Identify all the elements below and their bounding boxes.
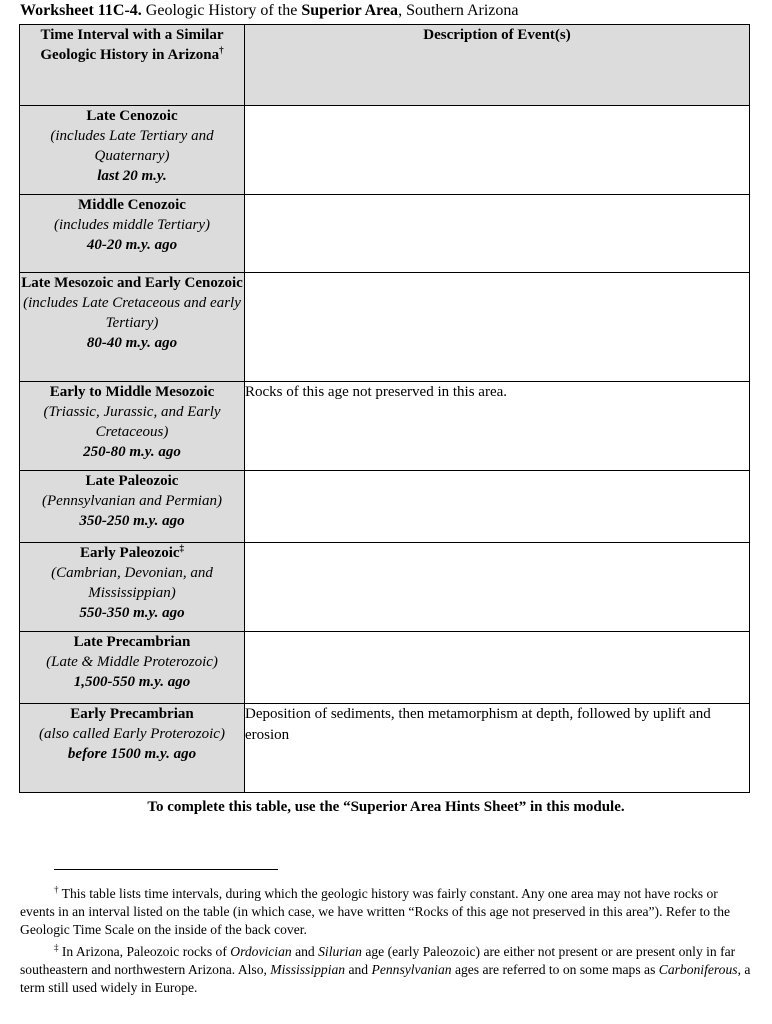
term-ordovician: Ordovician — [230, 944, 292, 959]
interval-cell — [20, 106, 245, 195]
table-row — [20, 704, 750, 793]
footnote-2-text-a: In Arizona, Paleozoic rocks of — [58, 944, 231, 959]
header-interval-text: Time Interval with a Similar Geologic History in Arizona — [40, 27, 224, 63]
table-row — [20, 632, 750, 704]
description-cell[interactable] — [245, 471, 750, 543]
description-cell[interactable] — [245, 632, 750, 704]
interval-name — [20, 471, 244, 491]
interval-age: 80-40 m.y. ago — [86, 335, 178, 351]
interval-cell — [20, 632, 245, 704]
worksheet-number: Worksheet 11C-4. — [20, 2, 142, 19]
footnote-2-text-d: and — [345, 962, 372, 977]
term-pennsylvanian: Pennsylvanian — [371, 962, 452, 977]
description-cell[interactable] — [245, 543, 750, 632]
table-row — [20, 543, 750, 632]
interval-cell — [20, 543, 245, 632]
worksheet-title — [20, 2, 518, 20]
completion-instruction: To complete this table, use the “Superior Area Hints Sheet” in this module. — [147, 799, 625, 815]
description-cell[interactable] — [245, 273, 750, 382]
interval-name — [20, 632, 244, 652]
interval-age: 350-250 m.y. ago — [79, 513, 185, 529]
interval-cell — [20, 704, 245, 793]
description-cell[interactable] — [245, 106, 750, 195]
footnote-2-text-f: , a term still used widely in Europe. — [20, 962, 751, 995]
interval-cell — [20, 195, 245, 273]
footnote-divider — [54, 869, 278, 870]
footnote-2-text-c: age (early Paleozoic) are either not present or are present only in far southeastern and northwestern Arizona. Also, — [20, 944, 736, 977]
table-row — [20, 195, 750, 273]
table-row — [20, 273, 750, 382]
table-row — [20, 471, 750, 543]
dagger-mark: † — [219, 45, 224, 55]
interval-age: 40-20 m.y. ago — [86, 237, 178, 253]
interval-name-text: Late Paleozoic — [85, 473, 179, 489]
interval-age: last 20 m.y. — [97, 168, 167, 184]
interval-name-text: Early to Middle Mesozoic — [49, 384, 215, 400]
interval-name — [20, 382, 244, 402]
interval-name-text: Late Precambrian — [73, 634, 191, 650]
footnote-1 — [20, 885, 752, 939]
table-row — [20, 382, 750, 471]
footnote-2-mark: ‡ — [54, 942, 59, 953]
interval-name — [20, 543, 244, 563]
interval-name-text: Early Precambrian — [70, 706, 194, 722]
interval-name-text: Late Cenozoic — [86, 108, 178, 124]
interval-name — [20, 195, 244, 215]
interval-name-text: Late Mesozoic and Early Cenozoic — [21, 275, 243, 291]
title-text: Geologic History of the — [141, 2, 302, 19]
header-description: Description of Event(s) — [245, 25, 750, 106]
interval-age: 550-350 m.y. ago — [79, 605, 185, 621]
interval-name-text: Early Paleozoic — [79, 545, 180, 561]
interval-name — [20, 106, 244, 126]
interval-includes: (Late & Middle Proterozoic) — [46, 654, 218, 670]
term-mississippian: Mississippian — [270, 962, 346, 977]
table-row — [20, 106, 750, 195]
footnote-1-mark: † — [54, 884, 59, 895]
term-silurian: Silurian — [318, 944, 362, 959]
header-time-interval — [20, 25, 245, 106]
footnote-2 — [20, 943, 752, 997]
interval-mark: ‡ — [179, 543, 185, 553]
interval-includes: (includes Late Cretaceous and early Tertiary) — [23, 295, 241, 331]
interval-age: before 1500 m.y. ago — [67, 746, 197, 762]
interval-age: 1,500-550 m.y. ago — [73, 674, 191, 690]
interval-name-text: Middle Cenozoic — [78, 197, 186, 213]
description-cell[interactable] — [245, 195, 750, 273]
interval-age: 250-80 m.y. ago — [83, 444, 181, 460]
interval-includes: (Cambrian, Devonian, and Mississippian) — [51, 565, 213, 601]
title-area: Superior Area — [301, 2, 399, 19]
interval-cell — [20, 382, 245, 471]
description-cell[interactable]: Deposition of sediments, then metamorphism at depth, followed by uplift and erosion — [245, 704, 750, 793]
interval-name — [20, 704, 244, 724]
interval-includes: (includes middle Tertiary) — [53, 217, 211, 233]
description-cell[interactable]: Rocks of this age not preserved in this area. — [245, 382, 750, 471]
interval-name — [20, 273, 244, 293]
title-suffix: , Southern Arizona — [398, 2, 519, 19]
footnote-2-text-e: ages are referred to on some maps as — [451, 962, 659, 977]
interval-cell — [20, 273, 245, 382]
interval-includes: (Triassic, Jurassic, and Early Cretaceous) — [43, 404, 221, 440]
interval-includes: (Pennsylvanian and Permian) — [42, 493, 222, 509]
footnote-1-text: This table lists time intervals, during which the geologic history was fairly constant. Any one area may not have rocks or events in an interval listed on the table (in which case, we have written “Rocks of this age not preserved in this area”). Refer to the Geologic Time Scale on the inside of the back cover. — [20, 886, 731, 937]
interval-includes: (also called Early Proterozoic) — [39, 726, 225, 742]
interval-cell — [20, 471, 245, 543]
interval-includes: (includes Late Tertiary and Quaternary) — [50, 128, 214, 164]
term-carboniferous: Carboniferous — [658, 962, 738, 977]
geologic-history-table — [19, 24, 750, 793]
footnote-2-text-b: and — [291, 944, 319, 959]
